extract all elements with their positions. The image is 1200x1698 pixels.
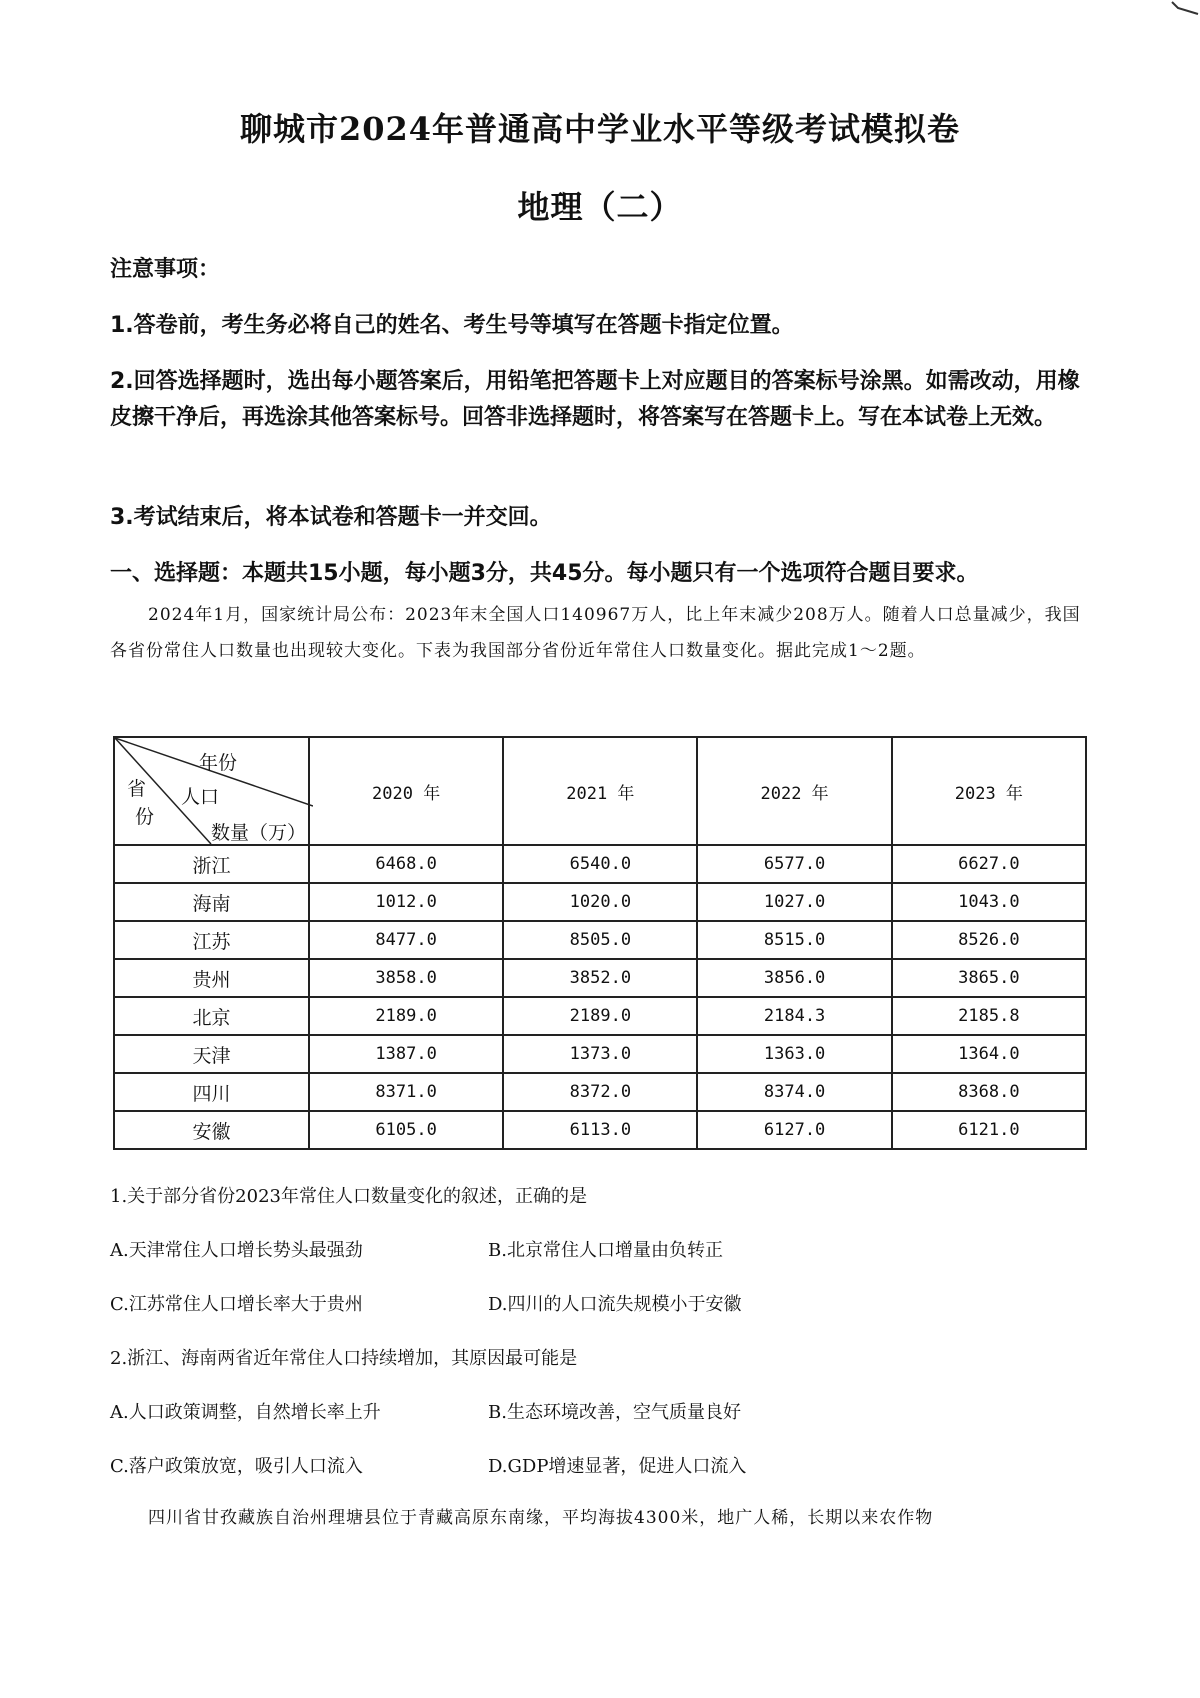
population-value-cell: 8371.0 xyxy=(309,1073,503,1111)
population-value-cell: 1364.0 xyxy=(892,1035,1086,1073)
population-value-cell: 1027.0 xyxy=(697,883,891,921)
province-cell: 安徽 xyxy=(114,1111,309,1149)
exam-subtitle: 地理（二） xyxy=(517,188,683,226)
next-passage: 四川省甘孜藏族自治州理塘县位于青藏高原东南缘，平均海拔4300米，地广人稀，长期以来农作物 xyxy=(148,1508,934,1528)
q2-option-a: A.人口政策调整，自然增长率上升 xyxy=(110,1402,381,1423)
population-value-cell: 6105.0 xyxy=(309,1111,503,1149)
population-value-cell: 8515.0 xyxy=(697,921,891,959)
population-value-cell: 6127.0 xyxy=(697,1111,891,1149)
population-value-cell: 8526.0 xyxy=(892,921,1086,959)
population-value-cell: 8372.0 xyxy=(503,1073,697,1111)
population-value-cell: 3856.0 xyxy=(697,959,891,997)
intro-paragraph: 2024年1月，国家统计局公布：2023年末全国人口140967万人，比上年末减少208万人。随着人口总量减少，我国各省份常住人口数量也出现较大变化。下表为我国部分省份近年常住人口数量变化。据此完成1～2题。 xyxy=(110,605,1081,661)
table-row xyxy=(114,1035,1086,1073)
population-value-cell: 8477.0 xyxy=(309,921,503,959)
province-cell: 四川 xyxy=(114,1073,309,1111)
question-1-stem: 1.关于部分省份2023年常住人口数量变化的叙述，正确的是 xyxy=(110,1186,587,1207)
table-row xyxy=(114,959,1086,997)
table-row xyxy=(114,997,1086,1035)
table-row xyxy=(114,883,1086,921)
q2-option-b: B.生态环境改善，空气质量良好 xyxy=(488,1402,741,1423)
population-value-cell: 3858.0 xyxy=(309,959,503,997)
population-value-cell: 3865.0 xyxy=(892,959,1086,997)
population-value-cell: 6627.0 xyxy=(892,845,1086,883)
population-value-cell: 6121.0 xyxy=(892,1111,1086,1149)
province-cell: 江苏 xyxy=(114,921,309,959)
population-value-cell: 1363.0 xyxy=(697,1035,891,1073)
population-value-cell: 6468.0 xyxy=(309,845,503,883)
population-table xyxy=(113,736,1087,1150)
population-value-cell: 6540.0 xyxy=(503,845,697,883)
population-value-cell: 8505.0 xyxy=(503,921,697,959)
province-cell: 浙江 xyxy=(114,845,309,883)
year-header: 2023 年 xyxy=(892,737,1086,845)
table-header-diagonal-cell xyxy=(114,737,309,845)
notice-item-2: 2.回答选择题时，选出每小题答案后，用铅笔把答题卡上对应题目的答案标号涂黑。如需改动，用橡皮擦干净后，再选涂其他答案标号。回答非选择题时，将答案写在答题卡上。写在本试卷上无效。 xyxy=(110,369,1080,430)
notice-item-3: 3.考试结束后，将本试卷和答题卡一并交回。 xyxy=(110,505,552,530)
province-cell: 北京 xyxy=(114,997,309,1035)
exam-title: 聊城市2024年普通高中学业水平等级考试模拟卷 xyxy=(239,110,961,148)
year-header: 2022 年 xyxy=(697,737,891,845)
province-cell: 天津 xyxy=(114,1035,309,1073)
header-province-label-2: 份 xyxy=(135,806,155,828)
header-population-label: 人口 xyxy=(181,786,220,808)
q1-option-b: B.北京常住人口增量由负转正 xyxy=(488,1240,723,1261)
population-value-cell: 2184.3 xyxy=(697,997,891,1035)
province-cell: 海南 xyxy=(114,883,309,921)
notice-heading: 注意事项： xyxy=(110,257,221,282)
header-quantity-label: 数量（万） xyxy=(211,822,307,844)
table-row xyxy=(114,921,1086,959)
q1-option-a: A.天津常住人口增长势头最强劲 xyxy=(110,1240,363,1261)
population-value-cell: 6113.0 xyxy=(503,1111,697,1149)
population-value-cell: 1043.0 xyxy=(892,883,1086,921)
q2-option-c: C.落户政策放宽，吸引人口流入 xyxy=(110,1456,363,1477)
header-province-label-1: 省 xyxy=(127,778,147,800)
population-value-cell: 1020.0 xyxy=(503,883,697,921)
population-value-cell: 8374.0 xyxy=(697,1073,891,1111)
year-header: 2020 年 xyxy=(309,737,503,845)
population-value-cell: 2189.0 xyxy=(309,997,503,1035)
table-row xyxy=(114,1111,1086,1149)
section-heading: 一、选择题：本题共15小题，每小题3分，共45分。每小题只有一个选项符合题目要求。 xyxy=(110,561,979,586)
population-value-cell: 6577.0 xyxy=(697,845,891,883)
page-corner-mark xyxy=(1160,0,1200,30)
population-value-cell: 1012.0 xyxy=(309,883,503,921)
province-cell: 贵州 xyxy=(114,959,309,997)
population-value-cell: 2185.8 xyxy=(892,997,1086,1035)
population-value-cell: 2189.0 xyxy=(503,997,697,1035)
notice-item-1: 1.答卷前，考生务必将自己的姓名、考生号等填写在答题卡指定位置。 xyxy=(110,313,794,338)
q2-option-d: D.GDP增速显著，促进人口流入 xyxy=(488,1456,747,1477)
question-2-stem: 2.浙江、海南两省近年常住人口持续增加，其原因最可能是 xyxy=(110,1348,578,1369)
q1-option-d: D.四川的人口流失规模小于安徽 xyxy=(488,1294,742,1315)
population-value-cell: 3852.0 xyxy=(503,959,697,997)
table-row xyxy=(114,845,1086,883)
population-value-cell: 8368.0 xyxy=(892,1073,1086,1111)
year-header: 2021 年 xyxy=(503,737,697,845)
table-row xyxy=(114,1073,1086,1111)
q1-option-c: C.江苏常住人口增长率大于贵州 xyxy=(110,1294,363,1315)
population-value-cell: 1373.0 xyxy=(503,1035,697,1073)
table-header-row xyxy=(114,737,1086,845)
header-year-label: 年份 xyxy=(199,752,238,774)
population-value-cell: 1387.0 xyxy=(309,1035,503,1073)
